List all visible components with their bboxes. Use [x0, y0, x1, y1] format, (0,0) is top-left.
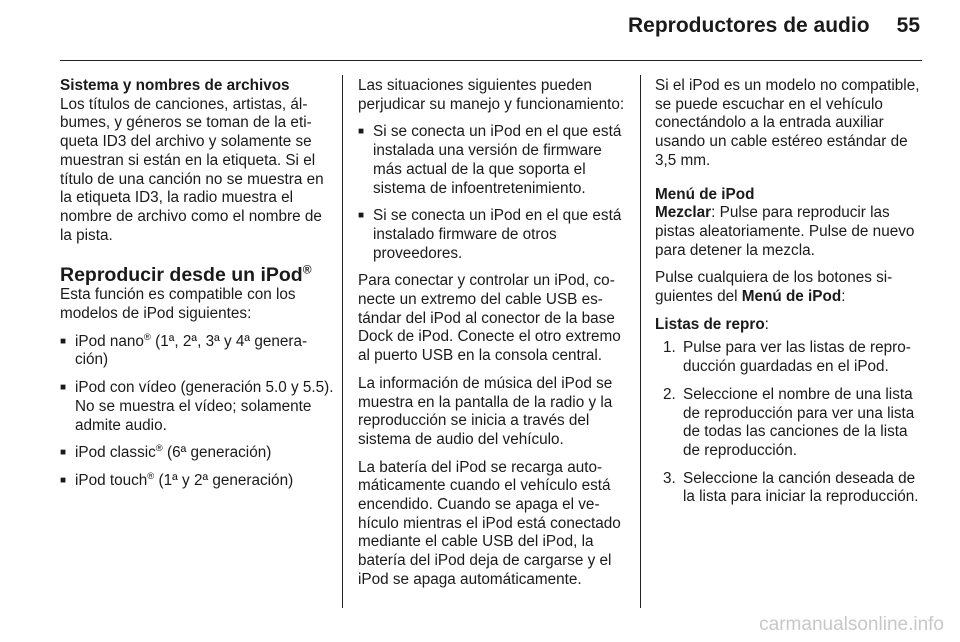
model-name: iPod nano — [75, 332, 144, 350]
paragraph-connect-ipod: Para conectar y controlar un iPod, conecte un extremo del cable USB estándar del iPod al conector de la base Dock de iPod. Conecte el otro extremo al puerto USB en la consola central. — [358, 272, 621, 365]
list-item — [60, 379, 334, 435]
column-divider-2 — [640, 75, 641, 608]
paragraph-situations-intro: Las situaciones siguientes pueden perjudicar su manejo y funcionamiento: — [358, 77, 625, 113]
paragraph-menu-buttons — [655, 269, 925, 306]
list-item — [60, 333, 334, 370]
list-item: ■ Si se conecta un iPod en el que está instalado firmware de otros proveedores. — [358, 207, 626, 263]
playlists-colon: : — [764, 315, 769, 333]
list-item — [60, 472, 334, 491]
list-item — [60, 444, 334, 463]
model-name: iPod con vídeo (generación 5.0 y 5.5). No se muestra el vídeo; solamente admite audio. — [75, 379, 334, 434]
list-item — [655, 386, 925, 461]
registered-mark: ® — [147, 470, 155, 482]
model-detail: (1ª, 2ª, 3ª y 4ª generación) — [75, 332, 308, 369]
playlist-steps — [655, 339, 925, 507]
paragraph-compatibility-intro: Esta función es compatible con los modelos de iPod siguientes: — [60, 286, 296, 323]
spacer — [60, 254, 334, 264]
header-rule — [60, 60, 922, 61]
registered-mark: ® — [302, 262, 312, 277]
page-header-title: Reproductores de audio — [628, 14, 870, 37]
heading-ipod-menu: Menú de iPod — [655, 185, 755, 203]
model-name: iPod touch — [75, 471, 148, 489]
playlists-label: Listas de repro — [655, 315, 765, 333]
page-number: 55 — [896, 14, 920, 37]
heading-file-system: Sistema y nombres de archivos — [60, 77, 290, 94]
paragraph-unsupported-model: Si el iPod es un modelo no compatible, se puede escuchar en el vehículo conectándolo a la entrada auxiliar usando un cable estéreo estándar de 3,5 mm. — [655, 77, 920, 169]
menu-name: Menú de iPod — [741, 288, 842, 306]
column-divider-1 — [342, 75, 343, 608]
situations-list — [358, 123, 626, 263]
playlists-heading — [655, 316, 925, 335]
step-number: 1. — [663, 339, 676, 357]
ipod-models-list — [60, 333, 334, 491]
registered-mark: ® — [155, 443, 163, 455]
paragraph-file-names: Los títulos de canciones, artistas, álbumes, y géneros se toman de la etiqueta ID3 del archivo y solamente se muestran si están en la etiqueta. Si el título de una canción no se muestra en la etiqueta ID3, la radio muestra el nombre de archivo como el nombre de la pista. — [60, 95, 324, 244]
heading-play-ipod-text: Reproducir desde un iPod — [60, 264, 303, 287]
step-number: 2. — [663, 385, 676, 403]
model-detail: (1ª y 2ª generación) — [154, 471, 294, 489]
list-item — [655, 339, 925, 376]
step-text: Seleccione el nombre de una lista de reproducción para ver una lista de todas las canciones de la lista de reproducción. — [683, 385, 915, 459]
model-name: iPod classic — [75, 444, 156, 462]
paragraph-battery: La batería del iPod se recarga automáticamente cuando el vehículo está encendido. Cuando se apaga el vehículo mientras el iPod está conectado mediante el cable USB del iPod, la batería del iPod deja de cargarse y el iPod se apaga automáticamente. — [358, 458, 621, 588]
paragraph-shuffle — [655, 204, 925, 260]
column-1 — [60, 77, 334, 500]
list-item — [655, 470, 925, 507]
buttons-text: Pulse cualquiera de los botones siguientes del — [655, 269, 893, 306]
column-2 — [358, 77, 626, 599]
list-item: ■ Si se conecta un iPod en el que está instalada una versión de firmware más actual de la que soporta el sistema de infoentretenimiento. — [358, 123, 626, 198]
paragraph-music-info: La información de música del iPod se muestra en la pantalla de la radio y la reproducción se inicia a través del sistema de audio del vehículo. — [358, 374, 613, 448]
step-text: Pulse para ver las listas de reproducción guardadas en el iPod. — [683, 339, 911, 376]
model-detail: (6ª generación) — [162, 444, 272, 462]
shuffle-description: : Pulse para reproducir las pistas aleatoriamente. Pulse de nuevo para detener la mezcla. — [655, 204, 915, 259]
watermark: carmanualsonline.info — [759, 614, 944, 635]
step-text: Seleccione la canción deseada de la lista para iniciar la reproducción. — [683, 469, 919, 506]
buttons-colon: : — [841, 288, 846, 306]
column-3 — [655, 77, 925, 516]
step-number: 3. — [663, 469, 676, 487]
registered-mark: ® — [143, 331, 151, 343]
shuffle-label: Mezclar — [655, 204, 712, 222]
heading-play-ipod — [60, 264, 334, 286]
